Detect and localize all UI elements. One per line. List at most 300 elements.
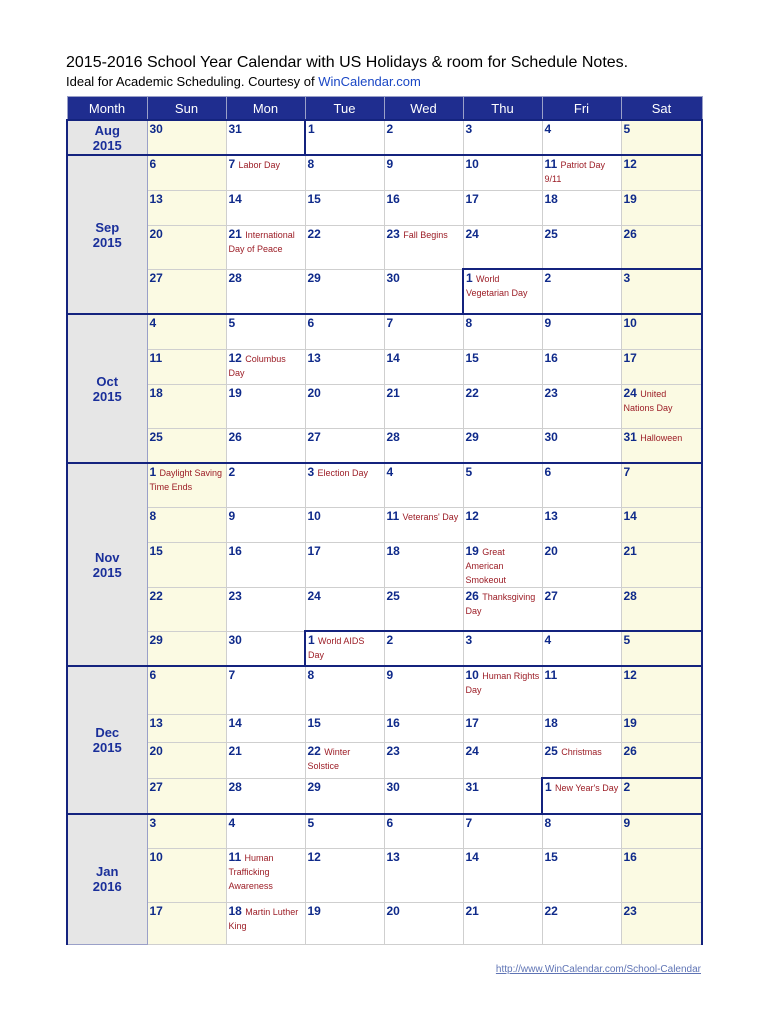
day-cell[interactable] (305, 666, 384, 714)
day-cell[interactable] (621, 269, 702, 314)
day-number: 18 (544, 715, 558, 730)
day-cell[interactable] (542, 225, 621, 269)
day-cell[interactable] (463, 714, 542, 742)
day-cell[interactable] (384, 349, 463, 384)
day-number: 2 (386, 633, 394, 647)
column-header-wed: Wed (384, 97, 463, 121)
holiday-label: United Nations Day (623, 388, 673, 413)
day-number: 20 (149, 743, 163, 758)
day-cell[interactable] (226, 225, 305, 269)
holiday-label: International Day of Peace (228, 229, 295, 254)
day-cell[interactable] (463, 225, 542, 269)
column-header-sat: Sat (621, 97, 702, 121)
day-number: 15 (149, 543, 163, 558)
day-number: 28 (623, 588, 637, 603)
month-label: Oct 2015 (67, 314, 147, 463)
holiday-label: World AIDS Day (308, 636, 365, 660)
day-cell[interactable] (542, 507, 621, 542)
day-number: 26 (465, 588, 479, 603)
holiday-label: Election Day (317, 468, 369, 478)
day-number: 3 (149, 816, 157, 830)
day-cell[interactable] (463, 314, 542, 349)
day-number: 9 (228, 508, 236, 523)
day-number: 21 (386, 385, 400, 400)
day-number: 25 (544, 743, 558, 758)
day-cell[interactable] (542, 384, 621, 428)
day-cell[interactable] (226, 902, 305, 944)
day-cell[interactable] (305, 384, 384, 428)
week-row (67, 428, 702, 463)
day-number: 3 (465, 633, 473, 647)
day-cell[interactable] (621, 314, 702, 349)
day-cell[interactable] (542, 666, 621, 714)
week-row (67, 778, 702, 814)
day-cell[interactable] (147, 742, 226, 778)
day-cell[interactable] (463, 631, 542, 666)
day-cell[interactable] (305, 349, 384, 384)
day-number: 10 (623, 316, 637, 330)
day-number: 14 (228, 715, 242, 730)
day-cell[interactable] (305, 587, 384, 631)
day-number: 10 (307, 508, 321, 523)
day-number: 30 (544, 429, 558, 444)
day-cell[interactable] (384, 428, 463, 463)
day-cell[interactable] (621, 714, 702, 742)
column-header-fri: Fri (542, 97, 621, 121)
day-cell[interactable] (384, 269, 463, 314)
day-cell[interactable] (305, 463, 384, 507)
day-cell[interactable] (542, 778, 621, 814)
column-header-thu: Thu (463, 97, 542, 121)
holiday-label: New Year's Day (555, 783, 619, 793)
day-number: 19 (623, 191, 637, 206)
day-cell[interactable] (147, 902, 226, 944)
day-cell[interactable] (542, 848, 621, 902)
day-cell[interactable] (226, 742, 305, 778)
day-number: 4 (544, 633, 552, 647)
week-row (67, 463, 702, 507)
day-cell[interactable] (621, 155, 702, 190)
week-row (67, 225, 702, 269)
day-cell[interactable] (305, 225, 384, 269)
day-number: 23 (386, 226, 400, 241)
day-number: 8 (307, 157, 315, 171)
day-cell[interactable] (542, 155, 621, 190)
holiday-label: Thanksgiving Day (465, 591, 536, 616)
day-cell[interactable] (463, 120, 542, 155)
day-cell[interactable] (542, 269, 621, 314)
day-cell[interactable] (147, 190, 226, 225)
day-number: 29 (307, 270, 321, 285)
day-number: 21 (623, 543, 637, 558)
day-cell[interactable] (463, 507, 542, 542)
day-cell[interactable] (226, 778, 305, 814)
day-number: 1 (308, 122, 315, 136)
day-cell[interactable] (305, 155, 384, 190)
day-number: 29 (307, 779, 321, 794)
day-number: 4 (544, 122, 552, 136)
day-cell[interactable] (305, 542, 384, 587)
day-cell[interactable] (305, 314, 384, 349)
day-cell[interactable] (621, 384, 702, 428)
day-cell[interactable] (147, 349, 226, 384)
day-cell[interactable] (463, 666, 542, 714)
day-cell[interactable] (305, 507, 384, 542)
day-number: 10 (149, 849, 163, 864)
day-number: 19 (228, 385, 242, 400)
holiday-label: Martin Luther King (228, 906, 299, 931)
day-cell[interactable] (226, 269, 305, 314)
day-number: 18 (149, 385, 163, 400)
day-cell[interactable] (542, 463, 621, 507)
day-number: 28 (228, 779, 242, 794)
day-cell[interactable] (226, 542, 305, 587)
day-cell[interactable] (226, 314, 305, 349)
day-cell[interactable] (147, 120, 226, 155)
day-cell[interactable] (463, 463, 542, 507)
day-cell[interactable] (621, 428, 702, 463)
day-number: 13 (149, 191, 163, 206)
day-cell[interactable] (147, 384, 226, 428)
day-cell[interactable] (305, 902, 384, 944)
day-cell[interactable] (384, 225, 463, 269)
day-cell[interactable] (147, 814, 226, 848)
day-number: 12 (465, 508, 479, 523)
day-number: 2 (386, 122, 394, 136)
day-cell[interactable] (621, 190, 702, 225)
column-header-month: Month (67, 97, 147, 121)
day-number: 24 (465, 743, 479, 758)
day-cell[interactable] (542, 902, 621, 944)
month-label: Jan 2016 (67, 814, 147, 944)
day-number: 16 (386, 191, 400, 206)
day-cell[interactable] (463, 269, 542, 314)
day-cell[interactable] (147, 225, 226, 269)
day-cell[interactable] (226, 714, 305, 742)
day-number: 22 (307, 743, 321, 758)
day-number: 12 (623, 157, 637, 171)
day-number: 7 (465, 816, 473, 830)
day-number: 15 (544, 849, 558, 864)
day-cell[interactable] (147, 155, 226, 190)
day-cell[interactable] (542, 587, 621, 631)
day-cell[interactable] (542, 190, 621, 225)
day-cell[interactable] (463, 742, 542, 778)
holiday-label: Christmas (561, 746, 602, 757)
day-cell[interactable] (621, 902, 702, 944)
day-number: 1 (308, 633, 315, 647)
footer-link[interactable]: http://www.WinCalendar.com/School-Calendar (495, 964, 701, 975)
day-number: 17 (465, 715, 479, 730)
day-cell[interactable] (147, 463, 226, 507)
day-cell[interactable] (621, 631, 702, 666)
day-number: 22 (465, 385, 479, 400)
day-number: 18 (544, 191, 558, 206)
day-cell[interactable] (463, 587, 542, 631)
day-number: 5 (228, 316, 236, 330)
holiday-label: World Vegetarian Day (466, 274, 528, 298)
day-number: 8 (307, 668, 315, 682)
day-number: 28 (228, 270, 242, 285)
day-number: 16 (386, 715, 400, 730)
column-header-tue: Tue (305, 97, 384, 121)
day-number: 22 (544, 903, 558, 918)
day-cell[interactable] (542, 814, 621, 848)
day-cell[interactable] (147, 269, 226, 314)
month-label: Sep 2015 (67, 155, 147, 314)
holiday-label: Human Rights Day (465, 671, 540, 695)
day-cell[interactable] (305, 428, 384, 463)
month-label: Nov 2015 (67, 463, 147, 666)
day-number: 3 (623, 271, 631, 285)
week-row (67, 155, 702, 190)
day-cell[interactable] (384, 666, 463, 714)
day-cell[interactable] (147, 666, 226, 714)
day-number: 18 (228, 903, 242, 918)
day-number: 19 (307, 903, 321, 918)
day-number: 16 (228, 543, 242, 558)
day-number: 26 (623, 743, 637, 758)
holiday-label: Daylight Saving Time Ends (149, 468, 223, 492)
day-cell[interactable] (226, 814, 305, 848)
day-number: 2 (544, 271, 552, 285)
day-cell[interactable] (226, 507, 305, 542)
day-number: 13 (149, 715, 163, 730)
day-cell[interactable] (384, 190, 463, 225)
day-number: 7 (623, 465, 631, 479)
day-number: 17 (465, 191, 479, 206)
day-number: 4 (228, 816, 236, 830)
day-cell[interactable] (542, 542, 621, 587)
day-number: 14 (623, 508, 637, 523)
day-cell[interactable] (147, 778, 226, 814)
day-number: 30 (386, 270, 400, 285)
day-number: 13 (307, 350, 321, 365)
day-cell[interactable] (305, 120, 384, 155)
day-number: 9 (544, 316, 552, 330)
day-number: 28 (386, 429, 400, 444)
day-number: 6 (544, 465, 552, 479)
day-cell[interactable] (621, 349, 702, 384)
day-cell[interactable] (305, 714, 384, 742)
day-number: 8 (544, 816, 552, 830)
week-row (67, 902, 702, 944)
day-cell[interactable] (226, 631, 305, 666)
day-cell[interactable] (384, 848, 463, 902)
day-number: 8 (465, 316, 473, 330)
day-cell[interactable] (384, 155, 463, 190)
day-cell[interactable] (463, 384, 542, 428)
day-number: 14 (386, 350, 400, 365)
day-cell[interactable] (147, 848, 226, 902)
day-cell[interactable] (463, 155, 542, 190)
day-number: 14 (228, 191, 242, 206)
week-row (67, 314, 702, 349)
day-cell[interactable] (463, 349, 542, 384)
day-cell[interactable] (384, 631, 463, 666)
day-number: 19 (465, 543, 479, 558)
day-number: 7 (228, 157, 236, 171)
day-number: 13 (544, 508, 558, 523)
day-number: 18 (386, 543, 400, 558)
day-cell[interactable] (226, 666, 305, 714)
day-cell[interactable] (384, 587, 463, 631)
day-number: 21 (228, 743, 242, 758)
week-row (67, 384, 702, 428)
day-number: 31 (228, 122, 242, 136)
day-number: 30 (386, 779, 400, 794)
day-cell[interactable] (621, 463, 702, 507)
day-cell[interactable] (384, 120, 463, 155)
day-number: 16 (623, 849, 637, 864)
week-row (67, 269, 702, 314)
week-row (67, 714, 702, 742)
day-cell[interactable] (147, 587, 226, 631)
week-row (67, 742, 702, 778)
day-number: 24 (307, 588, 321, 603)
day-number: 6 (307, 316, 315, 330)
day-cell[interactable] (147, 428, 226, 463)
column-header-mon: Mon (226, 97, 305, 121)
day-number: 5 (307, 816, 315, 830)
day-cell[interactable] (621, 542, 702, 587)
day-cell[interactable] (463, 902, 542, 944)
day-cell[interactable] (226, 190, 305, 225)
day-number: 23 (623, 903, 637, 918)
day-number: 3 (465, 122, 473, 136)
day-cell[interactable] (305, 190, 384, 225)
day-number: 6 (149, 668, 157, 682)
day-cell[interactable] (542, 631, 621, 666)
day-cell[interactable] (621, 814, 702, 848)
day-number: 29 (149, 632, 163, 647)
holiday-label: Halloween (640, 432, 683, 443)
day-number: 26 (623, 226, 637, 241)
day-number: 15 (307, 715, 321, 730)
day-cell[interactable] (226, 120, 305, 155)
day-cell[interactable] (226, 463, 305, 507)
day-cell[interactable] (621, 778, 702, 814)
day-cell[interactable] (147, 507, 226, 542)
day-number: 17 (307, 543, 321, 558)
day-number: 2 (228, 465, 236, 479)
day-cell[interactable] (463, 542, 542, 587)
day-cell[interactable] (463, 190, 542, 225)
day-cell[interactable] (384, 902, 463, 944)
day-cell[interactable] (621, 848, 702, 902)
wincalendar-link[interactable]: WinCalendar.com (318, 74, 421, 89)
day-cell[interactable] (226, 155, 305, 190)
day-cell[interactable] (384, 384, 463, 428)
day-number: 23 (386, 743, 400, 758)
day-cell[interactable] (542, 714, 621, 742)
month-label: Dec 2015 (67, 666, 147, 814)
day-number: 24 (623, 385, 637, 400)
day-number: 16 (544, 350, 558, 365)
day-number: 19 (623, 715, 637, 730)
day-cell[interactable] (384, 742, 463, 778)
day-cell[interactable] (463, 814, 542, 848)
day-cell[interactable] (621, 666, 702, 714)
holiday-label: Winter Solstice (307, 746, 351, 771)
day-number: 15 (465, 350, 479, 365)
day-number: 31 (623, 429, 637, 444)
day-number: 4 (386, 465, 394, 479)
week-row (67, 349, 702, 384)
day-cell[interactable] (226, 587, 305, 631)
week-row (67, 848, 702, 902)
day-cell[interactable] (542, 349, 621, 384)
day-cell[interactable] (384, 714, 463, 742)
day-cell[interactable] (542, 428, 621, 463)
day-cell[interactable] (621, 742, 702, 778)
day-number: 27 (149, 270, 163, 285)
day-number: 11 (149, 350, 163, 365)
day-cell[interactable] (542, 742, 621, 778)
day-cell[interactable] (621, 587, 702, 631)
day-cell[interactable] (305, 848, 384, 902)
day-cell[interactable] (147, 714, 226, 742)
day-number: 12 (228, 350, 242, 365)
day-cell[interactable] (226, 848, 305, 902)
day-number: 2 (623, 780, 631, 794)
day-cell[interactable] (226, 384, 305, 428)
day-cell[interactable] (463, 848, 542, 902)
day-cell[interactable] (147, 542, 226, 587)
day-cell[interactable] (384, 463, 463, 507)
day-cell[interactable] (621, 507, 702, 542)
day-number: 17 (623, 350, 637, 365)
day-number: 4 (149, 316, 157, 330)
day-cell[interactable] (384, 314, 463, 349)
holiday-label: Human Trafficking Awareness (228, 852, 274, 891)
day-number: 9 (386, 157, 394, 171)
day-number: 25 (386, 588, 400, 603)
day-cell[interactable] (621, 225, 702, 269)
day-cell[interactable] (621, 120, 702, 155)
day-cell[interactable] (226, 349, 305, 384)
day-cell[interactable] (147, 631, 226, 666)
holiday-label: Fall Begins (403, 229, 448, 240)
holiday-label: Columbus Day (228, 353, 286, 378)
day-cell[interactable] (463, 428, 542, 463)
day-number: 5 (623, 122, 631, 136)
day-cell[interactable] (384, 542, 463, 587)
day-cell[interactable] (305, 778, 384, 814)
subtitle-text: Ideal for Academic Scheduling. Courtesy of (66, 74, 319, 89)
day-number: 23 (228, 588, 242, 603)
calendar-header-row (67, 97, 702, 121)
day-number: 26 (228, 429, 242, 444)
holiday-label: Patriot Day 9/11 (544, 160, 606, 184)
day-cell[interactable] (305, 814, 384, 848)
day-number: 27 (544, 588, 558, 603)
day-cell[interactable] (384, 814, 463, 848)
day-cell[interactable] (305, 269, 384, 314)
day-cell[interactable] (542, 120, 621, 155)
day-cell[interactable] (384, 778, 463, 814)
day-cell[interactable] (384, 507, 463, 542)
day-cell[interactable] (305, 631, 384, 666)
day-cell[interactable] (463, 778, 542, 814)
day-cell[interactable] (226, 428, 305, 463)
day-number: 11 (544, 157, 558, 171)
day-cell[interactable] (147, 314, 226, 349)
day-number: 7 (228, 668, 236, 682)
day-number: 20 (544, 543, 558, 558)
day-cell[interactable] (542, 314, 621, 349)
day-cell[interactable] (305, 742, 384, 778)
